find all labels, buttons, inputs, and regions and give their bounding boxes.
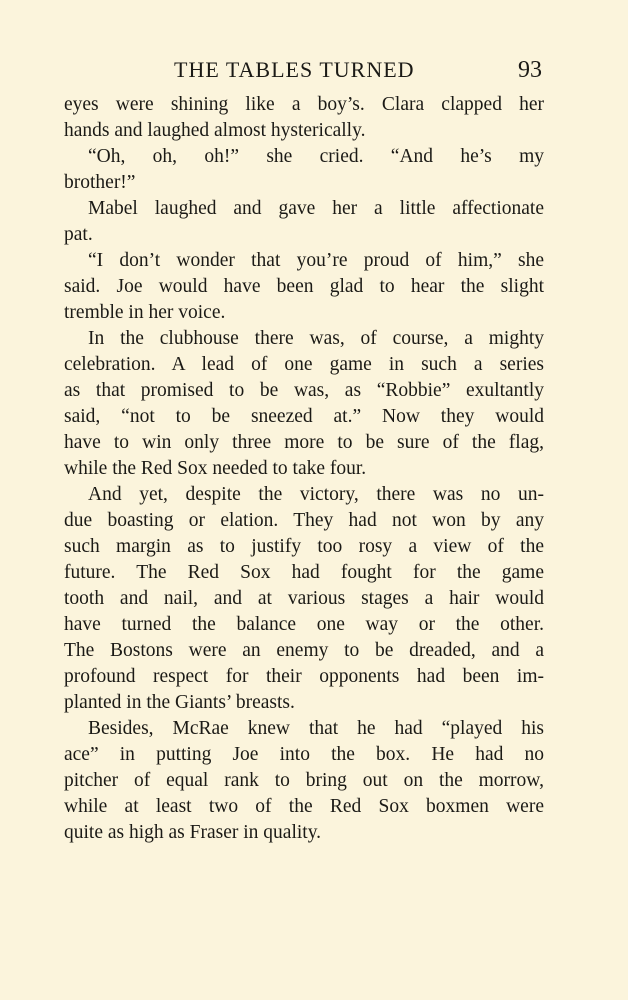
- text-line: future. The Red Sox had fought for the game: [64, 562, 544, 583]
- text-line: In the clubhouse there was, of course, a mighty: [88, 328, 544, 349]
- text-line: such margin as to justify too rosy a view of the: [64, 536, 544, 557]
- text-line: pat.: [64, 224, 93, 245]
- text-line: as that promised to be was, as “Robbie” exultantly: [64, 380, 544, 401]
- text-line: “I don’t wonder that you’re proud of him,” she: [88, 250, 544, 271]
- page-number: 93: [518, 57, 542, 83]
- text-line: hands and laughed almost hysterically.: [64, 120, 366, 141]
- text-line: tremble in her voice.: [64, 302, 226, 323]
- text-line: due boasting or elation. They had not won by any: [64, 510, 544, 531]
- body-text: [64, 92, 544, 846]
- text-line: said. Joe would have been glad to hear the slight: [64, 276, 544, 297]
- text-line: The Bostons were an enemy to be dreaded, and a: [64, 640, 544, 661]
- text-line: “Oh, oh, oh!” she cried. “And he’s my: [88, 146, 544, 167]
- text-line: planted in the Giants’ breasts.: [64, 692, 295, 713]
- text-line: brother!”: [64, 172, 136, 193]
- text-line: while at least two of the Red Sox boxmen were: [64, 796, 544, 817]
- text-line: Besides, McRae knew that he had “played his: [88, 718, 544, 739]
- text-line: ace” in putting Joe into the box. He had no: [64, 744, 544, 765]
- text-line: Mabel laughed and gave her a little affectionate: [88, 198, 544, 219]
- text-line: profound respect for their opponents had been im-: [64, 666, 544, 687]
- text-line: And yet, despite the victory, there was no un-: [88, 484, 544, 505]
- text-line: eyes were shining like a boy’s. Clara clapped her: [64, 94, 544, 115]
- text-line: said, “not to be sneezed at.” Now they would: [64, 406, 544, 427]
- text-line: pitcher of equal rank to bring out on the morrow,: [64, 770, 544, 791]
- text-line: have to win only three more to be sure of the flag,: [64, 432, 544, 453]
- text-line: quite as high as Fraser in quality.: [64, 822, 322, 843]
- running-title: THE TABLES TURNED: [174, 57, 415, 82]
- running-header: [64, 55, 544, 85]
- text-line: tooth and nail, and at various stages a hair would: [64, 588, 544, 609]
- text-line: celebration. A lead of one game in such a series: [64, 354, 544, 375]
- text-line: while the Red Sox needed to take four.: [64, 458, 367, 479]
- text-line: have turned the balance one way or the other.: [64, 614, 544, 635]
